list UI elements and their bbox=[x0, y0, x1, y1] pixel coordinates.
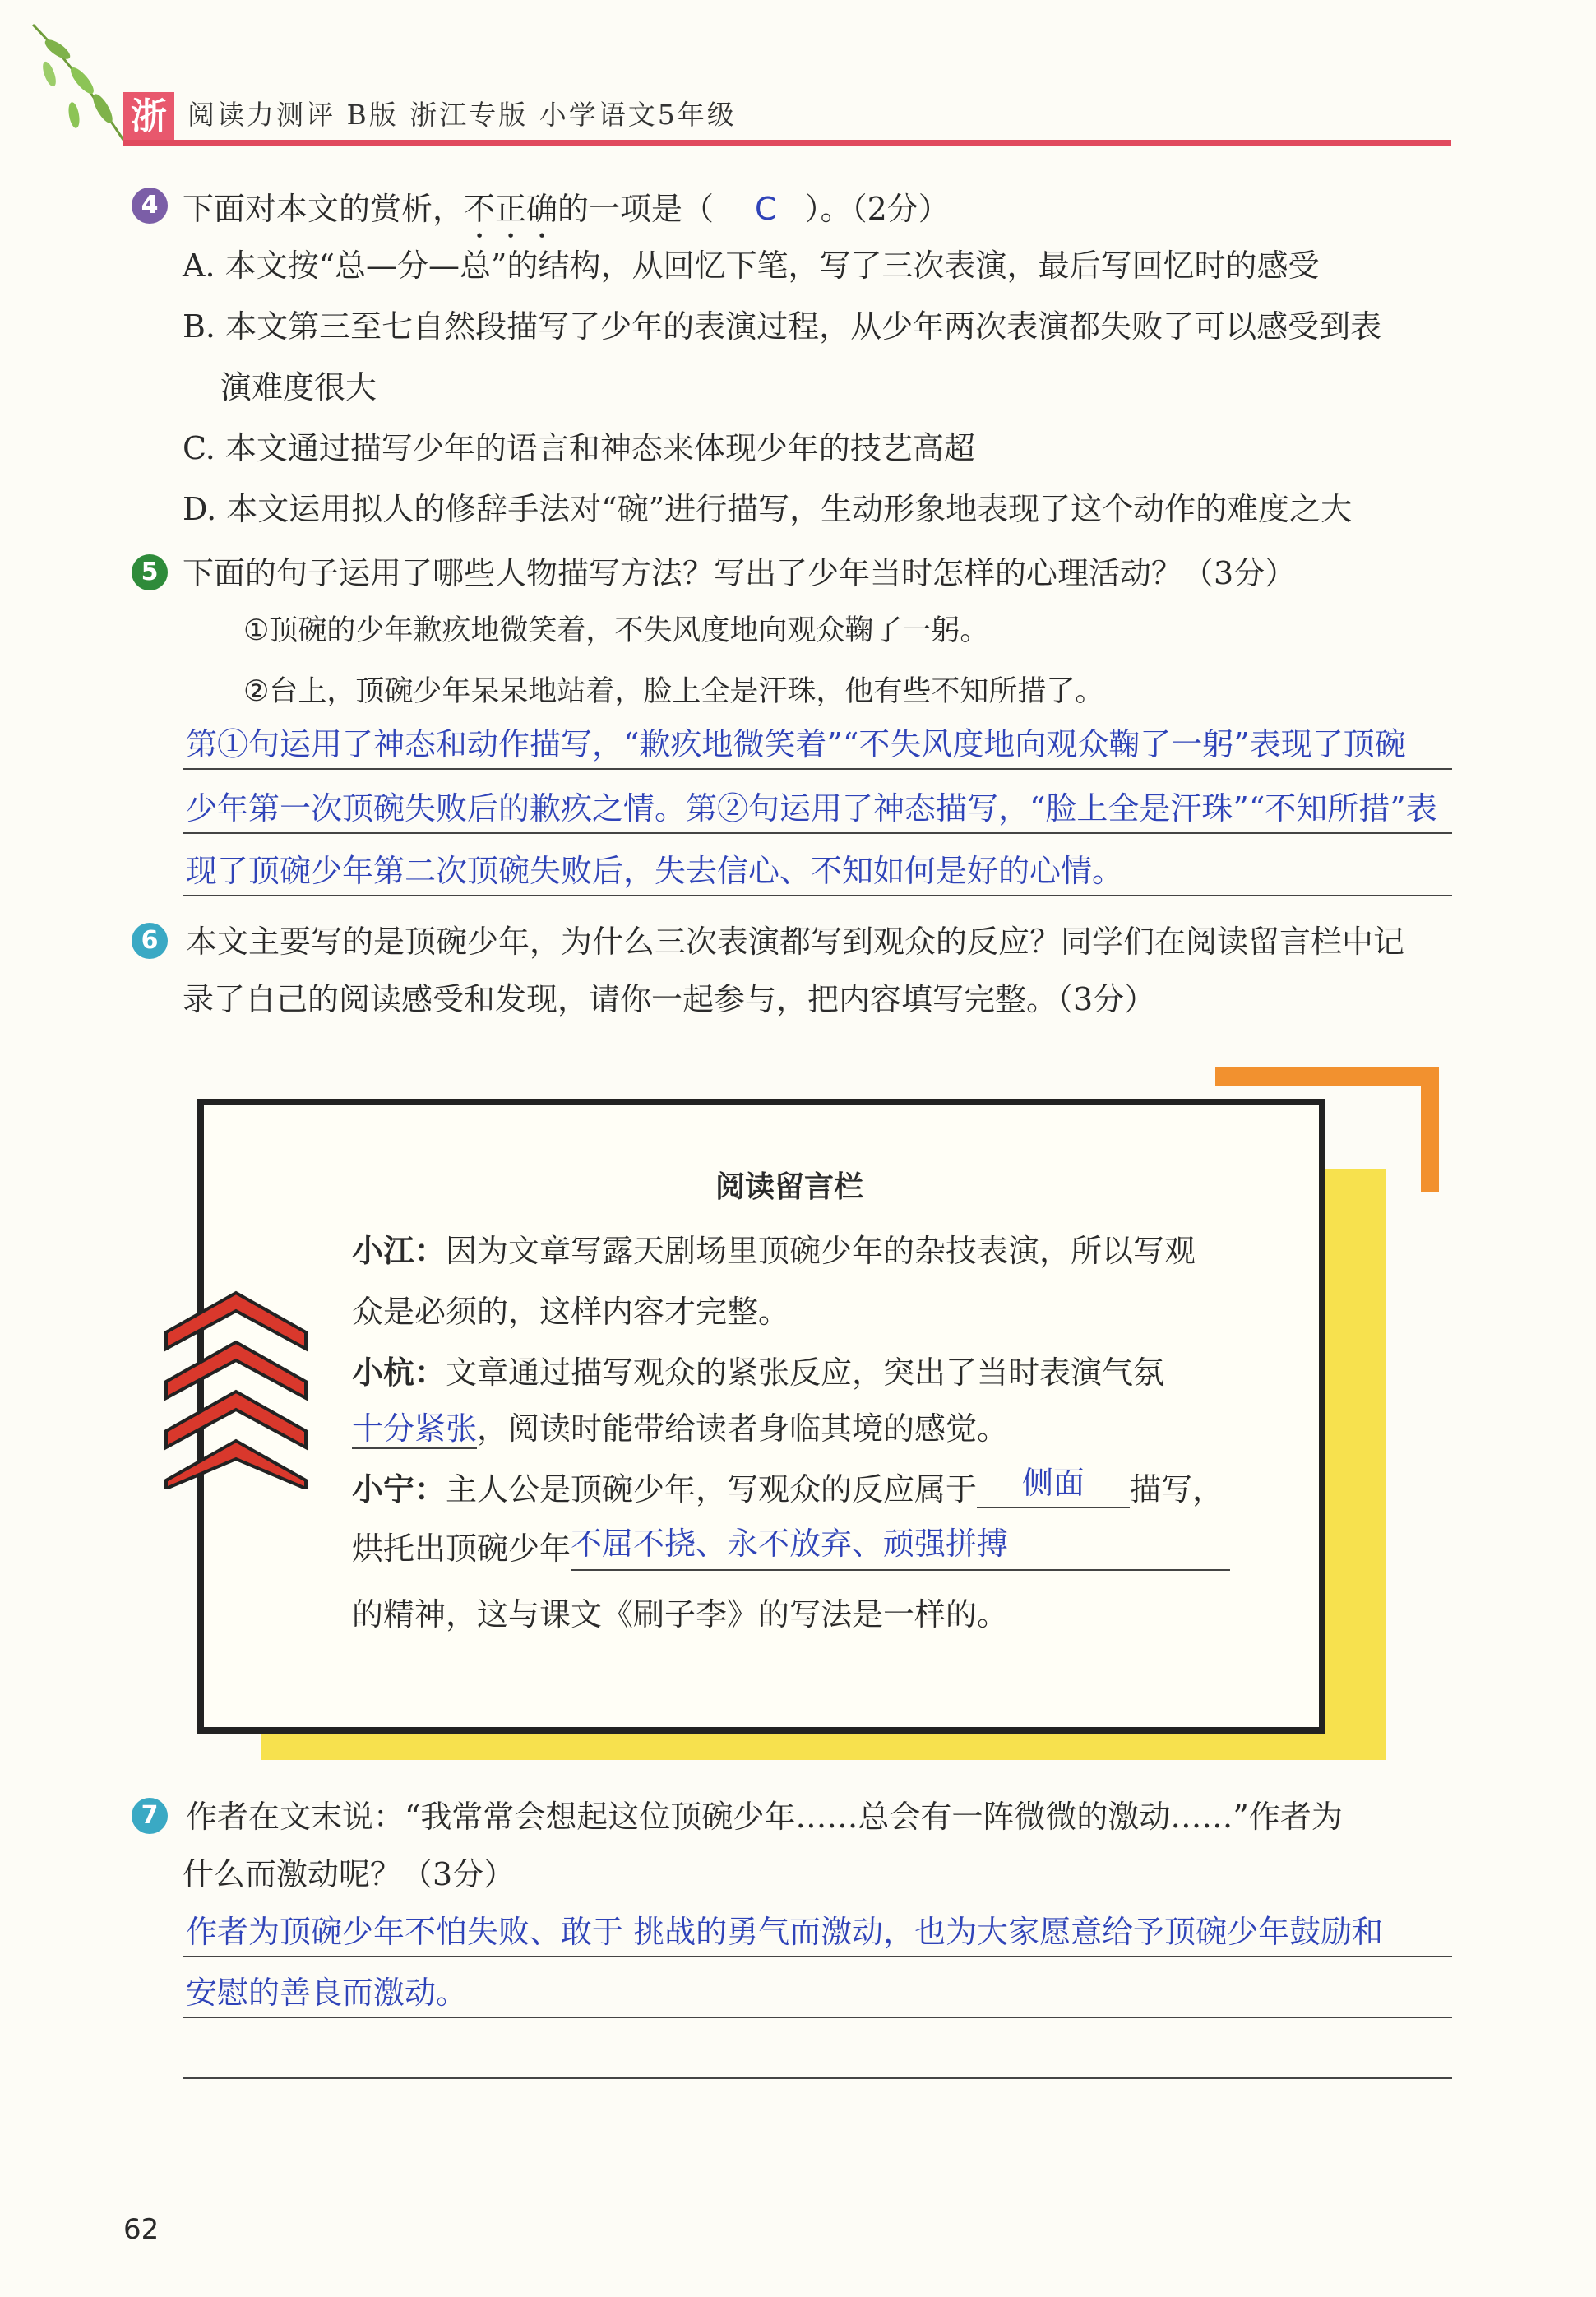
q7-answer-line-1: 作者为顶碗少年不怕失败、敢于 挑战的勇气而激动，也为大家愿意给予顶碗少年鼓励和 bbox=[186, 1914, 1384, 1950]
board-entry-xiaoning-end: 的精神，这与课文《刷子李》的写法是一样的。 bbox=[352, 1596, 1009, 1632]
board-title: 阅读留言栏 bbox=[715, 1170, 864, 1204]
q4-option-a: A. 本文按“总—分—总”的结构，从回忆下笔，写了三次表演，最后写回忆时的感受 bbox=[183, 248, 1320, 284]
book-title: 阅读力测评 B版 浙江专版 小学语文5年级 bbox=[187, 99, 737, 131]
q4-option-b-cont: 演难度很大 bbox=[220, 369, 377, 405]
page-number: 62 bbox=[123, 2213, 160, 2246]
q7-answer-line-2: 安慰的善良而激动。 bbox=[186, 1975, 468, 2011]
q5-answer-line-2: 少年第一次顶碗失败后的歉疚之情。第②句运用了神态描写，“脸上全是汗珠”“不知所措”表 bbox=[186, 790, 1437, 827]
q4-option-c: C. 本文通过描写少年的语言和神态来体现少年的技艺高超 bbox=[183, 430, 975, 466]
answer-rule bbox=[183, 2077, 1452, 2079]
board-entry-xiaohang: 小杭：文章通过描写观众的紧张反应，突出了当时表演气氛 bbox=[352, 1355, 1165, 1391]
board-entry-xiaoning-cont: 烘托出顶碗少年不屈不挠、永不放弃、顽强拼搏 bbox=[352, 1533, 1230, 1576]
q5-answer-line-3: 现了顶碗少年第二次顶碗失败后，失去信心、不知如何是好的心情。 bbox=[186, 853, 1124, 889]
q5-sentence-2: ②台上，顶碗少年呆呆地站着，脸上全是汗珠，他有些不知所措了。 bbox=[243, 675, 1104, 708]
emphasis-text: 不正确 bbox=[464, 191, 558, 227]
blank-answer-spirit: 不屈不挠、永不放弃、顽强拼搏 bbox=[571, 1528, 1230, 1571]
province-badge: 浙 bbox=[123, 92, 174, 141]
q6-stem-line-1: 本文主要写的是顶碗少年，为什么三次表演都写到观众的反应？同学们在阅读留言栏中记 bbox=[186, 924, 1405, 960]
question-number-4: 4 bbox=[132, 188, 168, 224]
speaker-name: 小杭： bbox=[352, 1355, 446, 1391]
answer-rule bbox=[183, 895, 1452, 896]
question-number-7: 7 bbox=[132, 1798, 168, 1834]
q4-stem: 下面对本文的赏析，不正确的一项是（ C ）。（2分） bbox=[183, 191, 950, 227]
q5-answer-line-1: 第①句运用了神态和动作描写，“歉疚地微笑着”“不失风度地向观众鞠了一躬”表现了顶碗 bbox=[186, 726, 1406, 762]
answer-rule bbox=[183, 832, 1452, 834]
question-number-5: 5 bbox=[132, 554, 168, 590]
q7-stem-line-1: 作者在文末说：“我常常会想起这位顶碗少年……总会有一阵微微的激动……”作者为 bbox=[186, 1799, 1343, 1835]
q5-sentence-1: ①顶碗的少年歉疚地微笑着，不失风度地向观众鞠了一躬。 bbox=[243, 614, 989, 647]
q5-stem: 下面的句子运用了哪些人物描写方法？写出了少年当时怎样的心理活动？（3分） bbox=[183, 555, 1297, 591]
q6-stem-line-2: 录了自己的阅读感受和发现，请你一起参与，把内容填写完整。（3分） bbox=[183, 981, 1156, 1017]
q4-option-b: B. 本文第三至七自然段描写了少年的表演过程，从少年两次表演都失败了可以感受到表 bbox=[183, 308, 1382, 345]
blank-answer-atmosphere: 十分紧张 bbox=[352, 1413, 477, 1449]
board-entry-xiaoning: 小宁：主人公是顶碗少年，写观众的反应属于 侧面 描写， bbox=[352, 1465, 1224, 1507]
q4-option-d: D. 本文运用拟人的修辞手法对“碗”进行描写，生动形象地表现了这个动作的难度之大 bbox=[183, 491, 1353, 527]
answer-rule bbox=[183, 768, 1452, 770]
header-rule bbox=[123, 140, 1451, 146]
board-entry-xiaojiang: 小江：因为文章写露天剧场里顶碗少年的杂技表演，所以写观 bbox=[352, 1233, 1196, 1269]
q7-stem-line-2: 什么而激动呢？（3分） bbox=[183, 1856, 516, 1892]
answer-rule bbox=[183, 1956, 1452, 1957]
q4-answer: C bbox=[755, 191, 777, 227]
board-entry-xiaohang-cont: 十分紧张，阅读时能带给读者身临其境的感觉。 bbox=[352, 1413, 1008, 1449]
speaker-name: 小江： bbox=[352, 1233, 446, 1269]
chevron-arrows-decoration bbox=[158, 1283, 314, 1489]
board-entry-xiaojiang-cont: 众是必须的，这样内容才完整。 bbox=[352, 1294, 790, 1330]
speaker-name: 小宁： bbox=[352, 1471, 446, 1507]
question-number-6: 6 bbox=[132, 923, 168, 959]
answer-rule bbox=[183, 2017, 1452, 2018]
blank-answer-description-type: 侧面 bbox=[977, 1467, 1130, 1508]
